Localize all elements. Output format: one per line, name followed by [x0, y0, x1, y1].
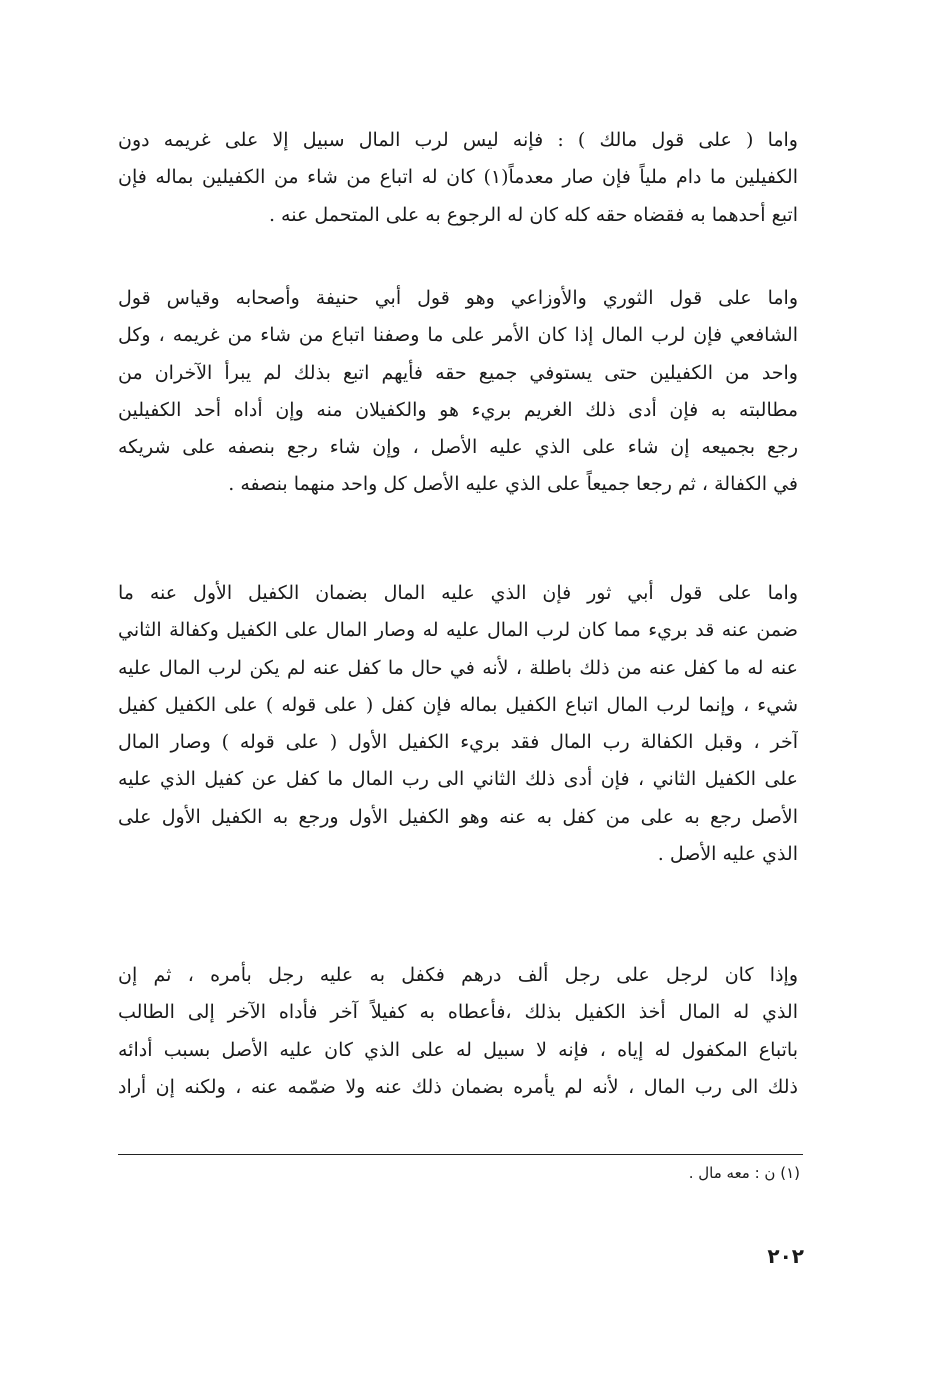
- text-line: الشافعي فإن لرب المال إذا كان الأمر على ما وصفنا اتباع من شاء من غريمه ، وكل: [118, 324, 798, 347]
- paragraph-3: [118, 575, 798, 873]
- text-line: الكفيلين ما دام ملياً فإن صار معدماً(١) كان له اتباع من شاء من الكفيلين بماله فإن: [118, 166, 798, 189]
- text-line: واما على قول الثوري والأوزاعي وهو قول أبي حنيفة وأصحابه وقياس قول: [118, 287, 798, 309]
- text-line: الأصل رجع به على من كفل به عنه وهو الكفيل الأول ورجع به الكفيل الأول على: [118, 805, 798, 828]
- text-line: رجع بجميعه إن شاء على الذي عليه الأصل ، وإن شاء رجع بنصفه على شريكه: [118, 436, 798, 459]
- text-line: وإذا كان لرجل على رجل ألف درهم فكفل به عليه رجل بأمره ، ثم إن: [118, 964, 798, 986]
- footnote: (١) ن : معه مال .: [688, 1164, 800, 1182]
- text-line: ضمن عنه قد بريء مما كان لرب المال عليه له وصار المال على الكفيل وكفالة الثاني: [118, 619, 798, 642]
- text-line: آخر ، وقبل الكفالة رب المال فقد بريء الكفيل الأول ( على قوله ) وصار المال: [118, 731, 798, 754]
- text-line: واما ( على قول مالك ) : فإنه ليس لرب المال سبيل إلا على غريمه دون: [118, 129, 798, 151]
- text-line: شيء ، وإنما لرب المال اتباع الكفيل بماله فإن كفل ( على قوله ) على الكفيل كفيل: [118, 693, 798, 716]
- text-line: اتبع أحدهما به فقضاه حقه كله كان له الرجوع به على المتحمل عنه .: [268, 203, 798, 226]
- text-line: في الكفالة ، ثم رجعا جميعاً على الذي عليه الأصل كل واحد منهما بنصفه .: [228, 473, 798, 496]
- footnote-divider: [118, 1154, 803, 1155]
- text-line: باتباع المكفول له إياه ، فإنه لا سبيل له على الذي كان عليه الأصل بسبب أدائه: [118, 1038, 798, 1061]
- text-line: الذي له المال أخذ الكفيل بذلك ،فأعطاه به كفيلاً آخر فأداه الآخر إلى الطالب: [118, 1001, 798, 1024]
- text-line: واما على قول أبي ثور فإن الذي عليه المال بضمان الكفيل الأول عنه ما: [118, 582, 798, 604]
- text-line: ذلك الى رب المال ، لأنه لم يأمره بضمان ذلك عنه ولا ضمّمه عنه ، ولكنه إن أراد: [118, 1075, 798, 1098]
- page-number: ٢٠٢: [767, 1244, 804, 1268]
- text-line: واحد من الكفيلين حتى يستوفي جميع حقه فأيهم اتبع بذلك لم يبرأ الآخران من: [118, 361, 798, 384]
- text-line: مطالبته به فإن أدى ذلك الغريم بريء هو والكفيلان منه وإن أداه أحد الكفيلين: [118, 398, 798, 421]
- paragraph-2: [118, 280, 798, 504]
- text-line: على الكفيل الثاني ، فإن أدى ذلك الثاني الى رب المال ما كفل عن كفيل الذي عليه: [118, 768, 798, 791]
- paragraph-4: [118, 957, 798, 1106]
- text-line: عنه له ما كفل عنه من ذلك باطلة ، لأنه في حال ما كفل عنه لم يكن لرب المال عليه: [118, 656, 798, 679]
- text-line: الذي عليه الأصل .: [657, 843, 798, 866]
- paragraph-1: [118, 122, 798, 234]
